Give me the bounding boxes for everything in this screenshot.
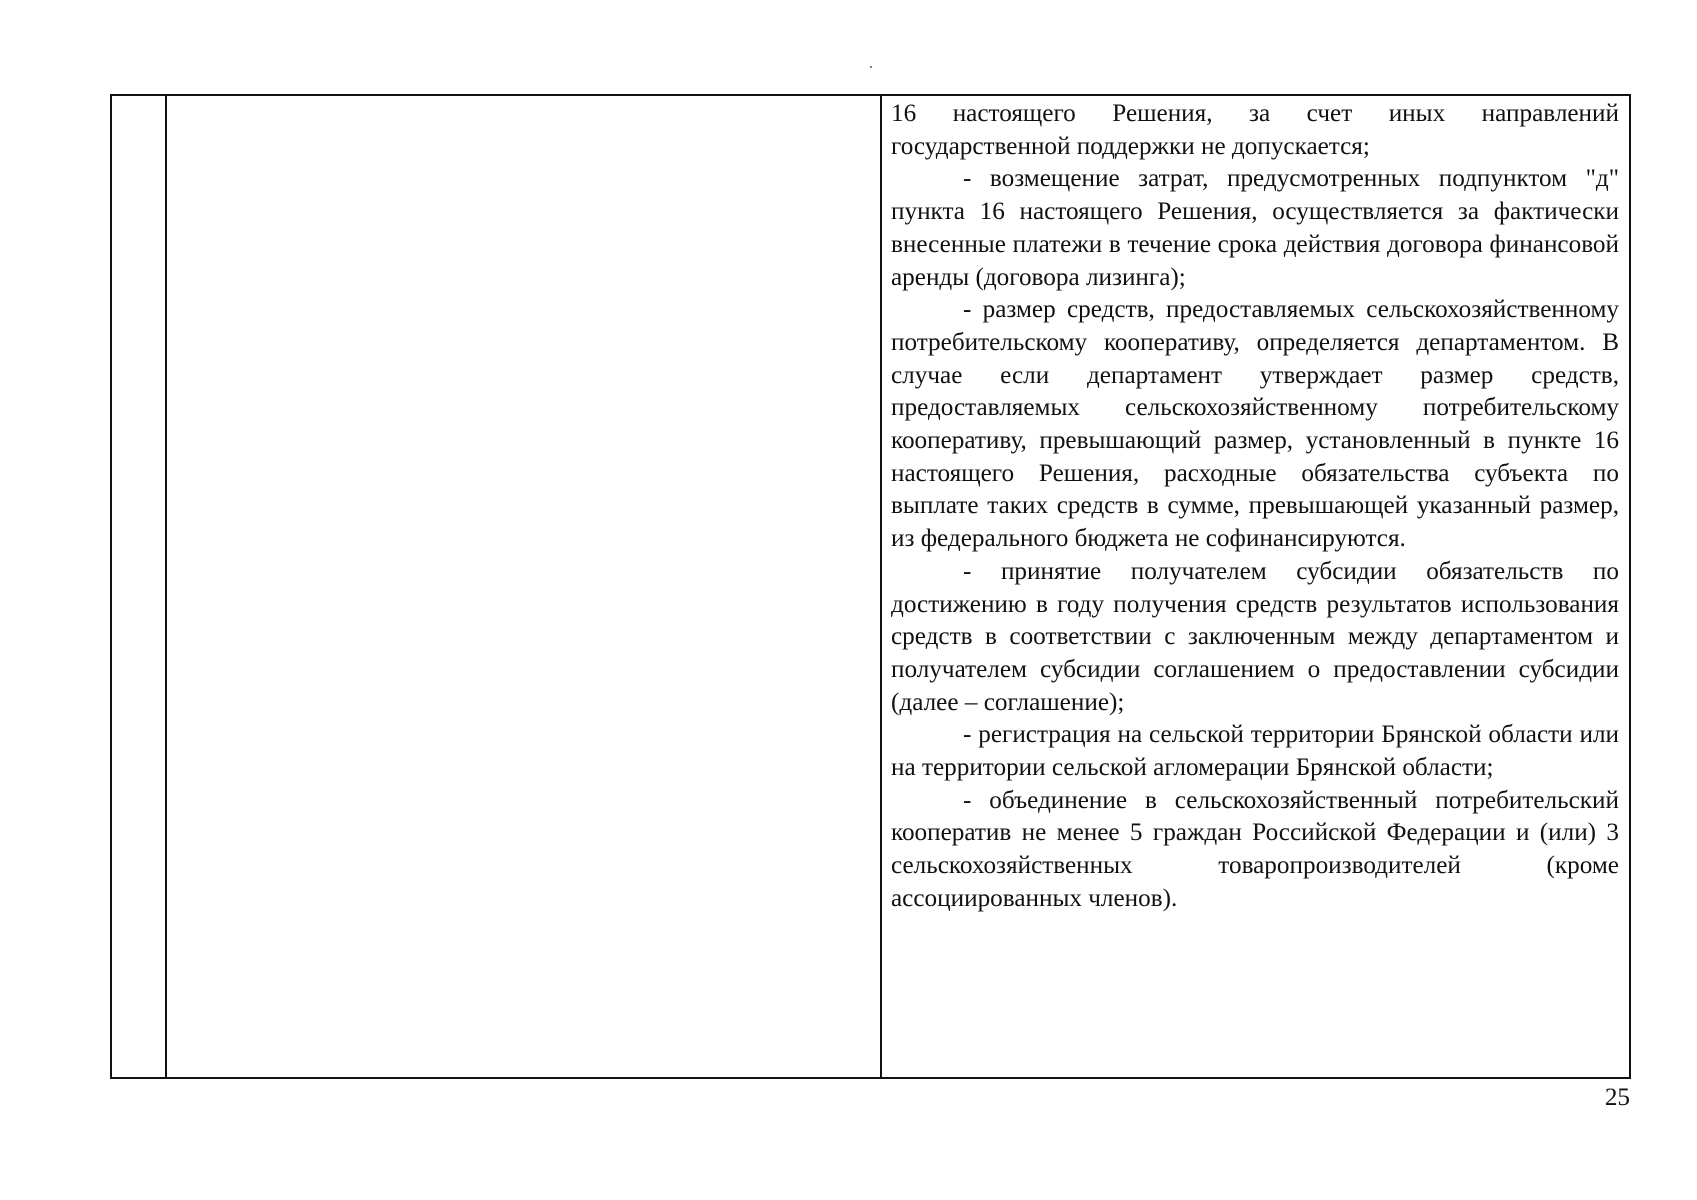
scan-speck bbox=[870, 66, 872, 68]
table-column-number bbox=[112, 96, 167, 1077]
table-column-content bbox=[882, 96, 1629, 1077]
paragraph-4: - принятие получателем субсидии обязательств по достижению в году получения средств результатов использования средств в соответствии с заключенным между департаментом и получателем субсидии соглашением о предоставлении субсидии (далее – соглашение); bbox=[891, 557, 1619, 716]
paragraph-6: - объединение в сельскохозяйственный потребительский кооператив не менее 5 граждан Российской Федерации и (или) 3 сельскохозяйственных товаропроизводителей (кроме ассоциированных членов). bbox=[891, 786, 1619, 912]
paragraph-1: 16 настоящего Решения, за счет иных направлений государственной поддержки не допускается; bbox=[891, 100, 1619, 160]
paragraph-2: - возмещение затрат, предусмотренных подпунктом "д" пункта 16 настоящего Решения, осуществляется за фактически внесенные платежи в течение срока действия договора финансовой аренды (договора лизинга); bbox=[891, 165, 1619, 291]
table-column-name bbox=[167, 96, 882, 1077]
paragraph-5: - регистрация на сельской территории Брянской области или на территории сельской агломерации Брянской области; bbox=[891, 721, 1619, 782]
document-table bbox=[110, 94, 1631, 1079]
page-number: 25 bbox=[1604, 1084, 1630, 1111]
paragraph-3: - размер средств, предоставляемых сельскохозяйственному потребительскому кооперативу, определяется департаментом. В случае если департамент утверждает размер средств, предоставляемых сельскохозяйственному потребительскому кооперативу, превышающий размер, установленный в пункте 16 настоящего Решения, расходные обязательства субъекта по выплате таких средств в сумме, превышающей указанный размер, из федерального бюджета не софинансируются. bbox=[891, 296, 1619, 553]
